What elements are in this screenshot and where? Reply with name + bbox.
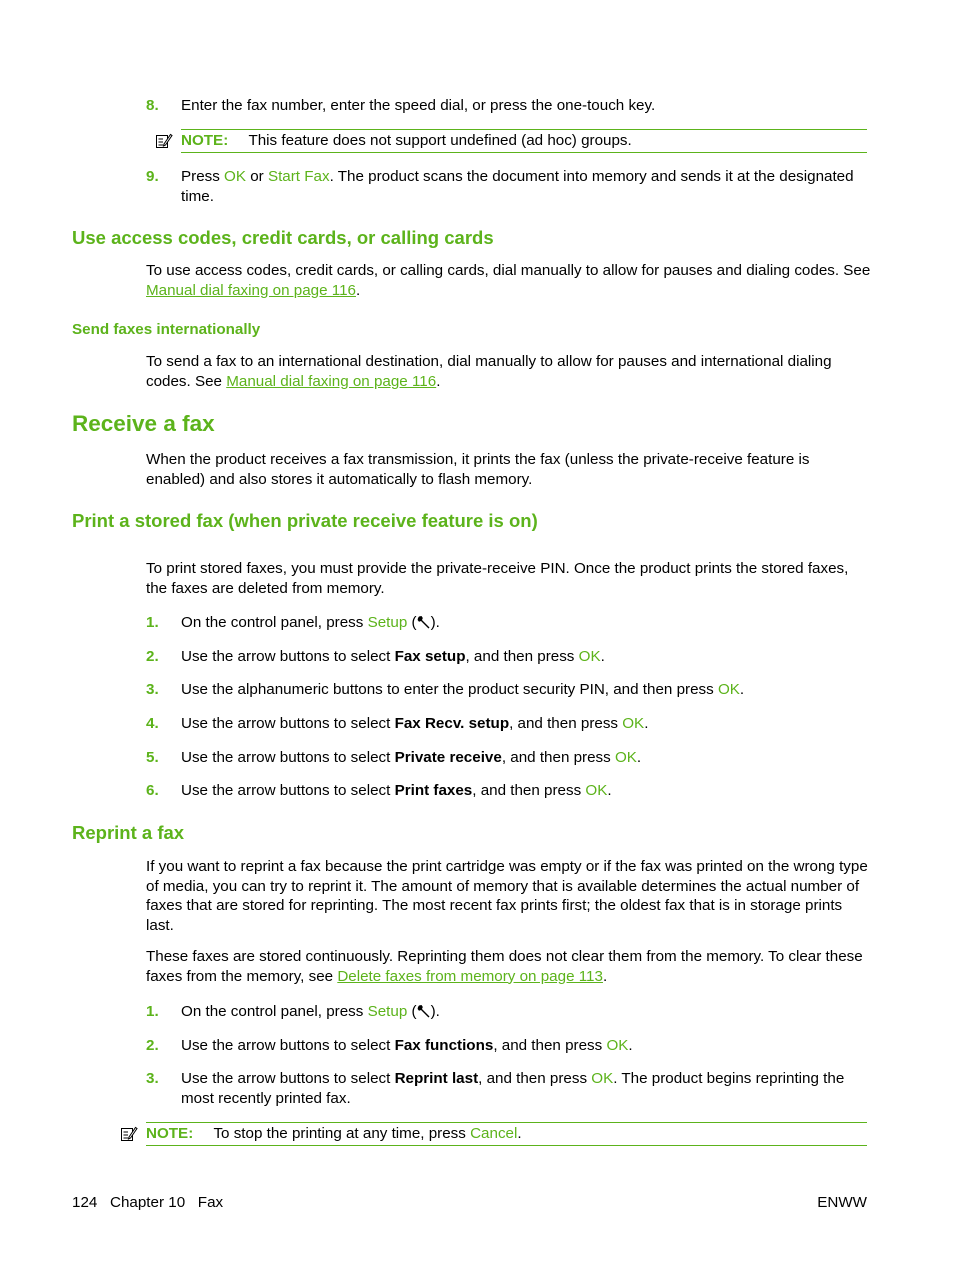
step-8-text: Enter the fax number, enter the speed dial, or press the one-touch key. xyxy=(181,97,656,114)
ps1-c: ). xyxy=(430,614,440,631)
intl-text: To send a fax to an international destination, dial manually to allow for pauses and international dialing codes. See xyxy=(146,353,832,390)
ok-key: OK xyxy=(591,1070,614,1087)
access-text: To use access codes, credit cards, or calling cards, dial manually to allow for pauses and dialing codes. See xyxy=(146,262,871,279)
footer-enww: ENWW xyxy=(817,1194,867,1211)
ok-key: OK xyxy=(717,681,740,698)
note-text: This feature does not support undefined (ad hoc) groups. xyxy=(248,132,632,149)
manual-dial-link[interactable]: Manual dial faxing on page 116 xyxy=(146,281,356,299)
wrench-icon xyxy=(417,1004,431,1018)
ok-key: OK xyxy=(224,168,246,185)
ps-step-1-number: 1. xyxy=(146,614,159,631)
ps2-c: . xyxy=(600,648,605,665)
ps3-c: . xyxy=(739,681,745,698)
ps-step-4-number: 4. xyxy=(146,715,159,732)
ps-step-6-number: 6. xyxy=(146,782,159,799)
ps4-b: , and then press xyxy=(509,715,623,732)
ps5-c: . xyxy=(636,749,642,766)
note-box xyxy=(146,1122,867,1146)
ps3-a: Use the alphanumeric buttons to enter the product security PIN, and then press xyxy=(181,681,718,698)
cancel-key: Cancel xyxy=(470,1125,518,1142)
ps4-c: . xyxy=(644,715,649,732)
reprint-p2-end: . xyxy=(602,967,608,985)
setup-key: Setup xyxy=(367,614,408,631)
ps-step-1-text xyxy=(181,613,871,633)
heading-print-stored-fax: Print a stored fax (when private receive feature is on) xyxy=(72,510,538,531)
ps1-b: ( xyxy=(407,614,417,631)
rp3-a: Use the arrow buttons to select xyxy=(181,1070,395,1087)
rp-step-3-number: 3. xyxy=(146,1070,159,1087)
rp1-c: ). xyxy=(430,1003,440,1020)
setup-key: Setup xyxy=(367,1003,408,1020)
reprint-paragraph-2 xyxy=(146,947,871,986)
footer-page-info: 124 Chapter 10 Fax xyxy=(72,1194,224,1211)
rp3-c: . The product begins reprinting the most recently printed fax. xyxy=(181,1070,845,1107)
ps6-c: . xyxy=(607,782,612,799)
menu-private-receive: Private receive xyxy=(394,749,502,766)
menu-fax-recv-setup: Fax Recv. setup xyxy=(394,715,510,732)
ps1-a: On the control panel, press xyxy=(181,614,368,631)
ps-step-3-text xyxy=(181,680,871,700)
print-stored-intro: To print stored faxes, you must provide the private-receive PIN. Once the product prints the stored faxes, the faxes are deleted from memory. xyxy=(146,560,849,597)
note-label: NOTE: xyxy=(181,132,229,149)
menu-fax-setup: Fax setup xyxy=(394,648,466,665)
ps2-a: Use the arrow buttons to select xyxy=(181,648,395,665)
heading-access-codes: Use access codes, credit cards, or calling cards xyxy=(72,227,494,248)
note-text: To stop the printing at any time, press xyxy=(213,1125,471,1142)
note-icon xyxy=(120,1126,138,1142)
start-fax-key: Start Fax xyxy=(267,168,330,185)
ps-step-2-text xyxy=(181,647,871,667)
wrench-icon xyxy=(417,615,431,629)
note-box xyxy=(181,129,867,153)
ps-step-5-text xyxy=(181,748,871,768)
menu-fax-functions: Fax functions xyxy=(394,1037,494,1054)
step-9-text-a: Press xyxy=(181,168,225,185)
step-9-text xyxy=(181,167,869,206)
ps6-a: Use the arrow buttons to select xyxy=(181,782,395,799)
access-codes-paragraph xyxy=(146,261,871,300)
step-8-number: 8. xyxy=(146,97,159,114)
ok-key: OK xyxy=(578,648,601,665)
rp1-a: On the control panel, press xyxy=(181,1003,368,1020)
rp-step-3-text xyxy=(181,1069,867,1108)
ok-key: OK xyxy=(606,1037,629,1054)
note-label: NOTE: xyxy=(146,1125,194,1142)
ps2-b: , and then press xyxy=(465,648,579,665)
menu-reprint-last: Reprint last xyxy=(394,1070,479,1087)
ps-step-3-number: 3. xyxy=(146,681,159,698)
rp-step-1-text xyxy=(181,1002,871,1022)
ps-step-4-text xyxy=(181,714,871,734)
rp2-c: . xyxy=(628,1037,633,1054)
menu-print-faxes: Print faxes xyxy=(394,782,473,799)
reprint-p2-text: These faxes are stored continuously. Reprinting them does not clear them from the memory. To clear these faxes from the memory, see xyxy=(146,948,863,985)
rp-step-1-number: 1. xyxy=(146,1003,159,1020)
rp1-b: ( xyxy=(407,1003,417,1020)
ps-step-2-number: 2. xyxy=(146,648,159,665)
ps-step-5-number: 5. xyxy=(146,749,159,766)
step-9-text-b: or xyxy=(246,168,268,185)
step-9-number: 9. xyxy=(146,168,159,185)
heading-reprint-fax: Reprint a fax xyxy=(72,822,185,843)
rp-step-2-text xyxy=(181,1036,871,1056)
rp2-a: Use the arrow buttons to select xyxy=(181,1037,395,1054)
ps5-b: , and then press xyxy=(501,749,615,766)
ok-key: OK xyxy=(614,749,637,766)
note-text-end: . xyxy=(517,1125,522,1142)
intl-text-end: . xyxy=(436,372,441,390)
note-icon xyxy=(155,133,173,149)
delete-faxes-link[interactable]: Delete faxes from memory on page 113 xyxy=(337,967,603,985)
step-9-text-c: . The product scans the document into memory and sends it at the designated time. xyxy=(181,168,854,205)
manual-dial-link-2[interactable]: Manual dial faxing on page 116 xyxy=(226,372,437,390)
rp2-b: , and then press xyxy=(493,1037,607,1054)
rp3-b: , and then press xyxy=(478,1070,592,1087)
receive-paragraph: When the product receives a fax transmission, it prints the fax (unless the private-receive feature is enabled) and also stores it automatically to flash memory. xyxy=(146,451,810,488)
ps4-a: Use the arrow buttons to select xyxy=(181,715,395,732)
ps-step-6-text xyxy=(181,781,871,801)
access-text-end: . xyxy=(355,281,361,299)
rp-step-2-number: 2. xyxy=(146,1037,159,1054)
heading-send-international: Send faxes internationally xyxy=(72,321,261,338)
reprint-paragraph-1: If you want to reprint a fax because the print cartridge was empty or if the fax was printed on the wrong type of media, you can try to reprint it. The amount of memory that is available determines the actual number of faxes that are stored for reprinting. The most recent fax prints first; the oldest fax that is in storage prints last. xyxy=(146,858,868,934)
heading-receive-fax: Receive a fax xyxy=(72,411,215,436)
international-paragraph xyxy=(146,352,871,391)
ps6-b: , and then press xyxy=(472,782,586,799)
ok-key: OK xyxy=(585,782,608,799)
ok-key: OK xyxy=(622,715,645,732)
ps5-a: Use the arrow buttons to select xyxy=(181,749,395,766)
